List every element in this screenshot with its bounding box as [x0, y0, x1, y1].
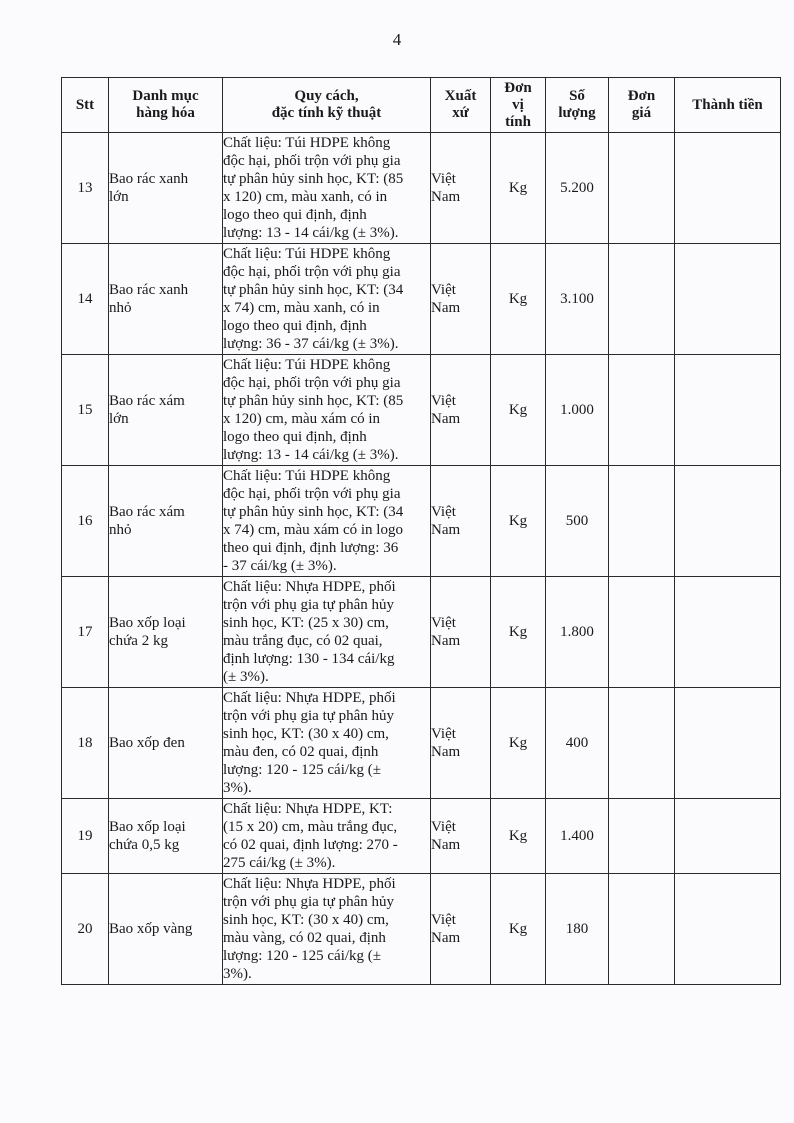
- header-origin: Xuất xứ: [431, 78, 491, 133]
- cell-qty: 180: [546, 874, 609, 985]
- table-header-row: [62, 78, 781, 133]
- header-spec: Quy cách, đặc tính kỹ thuật: [223, 78, 431, 133]
- cell-name: Bao rác xám nhỏ: [109, 466, 223, 577]
- header-price: Đơn giá: [609, 78, 675, 133]
- cell-origin: Việt Nam: [431, 874, 491, 985]
- cell-qty: 1.800: [546, 577, 609, 688]
- cell-price: [609, 244, 675, 355]
- cell-unit: Kg: [491, 466, 546, 577]
- table-row: [62, 244, 781, 355]
- header-stt: Stt: [62, 78, 109, 133]
- cell-price: [609, 799, 675, 874]
- cell-stt: 17: [62, 577, 109, 688]
- cell-price: [609, 133, 675, 244]
- goods-table: [61, 77, 781, 985]
- table-row: [62, 577, 781, 688]
- cell-origin: Việt Nam: [431, 244, 491, 355]
- cell-name: Bao rác xanh nhỏ: [109, 244, 223, 355]
- cell-stt: 18: [62, 688, 109, 799]
- cell-spec: Chất liệu: Túi HDPE không độc hại, phối trộn với phụ gia tự phân hủy sinh học, KT: (34 x 74) cm, màu xám có in logo theo qui định, định lượng: 36 - 37 cái/kg (± 3%).: [223, 466, 431, 577]
- cell-origin: Việt Nam: [431, 688, 491, 799]
- cell-stt: 19: [62, 799, 109, 874]
- table-row: [62, 133, 781, 244]
- cell-price: [609, 466, 675, 577]
- cell-spec: Chất liệu: Nhựa HDPE, phối trộn với phụ gia tự phân hủy sinh học, KT: (30 x 40) cm, màu đen, có 02 quai, định lượng: 120 - 125 cái/kg (± 3%).: [223, 688, 431, 799]
- cell-name: Bao xốp vàng: [109, 874, 223, 985]
- cell-qty: 1.400: [546, 799, 609, 874]
- page-number: 4: [392, 30, 402, 49]
- cell-total: [675, 133, 781, 244]
- cell-unit: Kg: [491, 133, 546, 244]
- cell-spec: Chất liệu: Túi HDPE không độc hại, phối trộn với phụ gia tự phân hủy sinh học, KT: (85 x 120) cm, màu xanh, có in logo theo qui định, định lượng: 13 - 14 cái/kg (± 3%).: [223, 133, 431, 244]
- cell-unit: Kg: [491, 577, 546, 688]
- header-qty: Số lượng: [546, 78, 609, 133]
- cell-price: [609, 577, 675, 688]
- cell-price: [609, 355, 675, 466]
- cell-name: Bao rác xanh lớn: [109, 133, 223, 244]
- cell-origin: Việt Nam: [431, 577, 491, 688]
- cell-total: [675, 466, 781, 577]
- cell-origin: Việt Nam: [431, 799, 491, 874]
- cell-price: [609, 874, 675, 985]
- cell-total: [675, 355, 781, 466]
- cell-spec: Chất liệu: Nhựa HDPE, KT: (15 x 20) cm, màu trắng đục, có 02 quai, định lượng: 270 - 275 cái/kg (± 3%).: [223, 799, 431, 874]
- cell-qty: 3.100: [546, 244, 609, 355]
- table-row: [62, 874, 781, 985]
- cell-origin: Việt Nam: [431, 355, 491, 466]
- header-total: Thành tiền: [675, 78, 781, 133]
- cell-name: Bao xốp đen: [109, 688, 223, 799]
- cell-spec: Chất liệu: Túi HDPE không độc hại, phối trộn với phụ gia tự phân hủy sinh học, KT: (85 x 120) cm, màu xám có in logo theo qui định, định lượng: 13 - 14 cái/kg (± 3%).: [223, 355, 431, 466]
- cell-origin: Việt Nam: [431, 133, 491, 244]
- cell-total: [675, 577, 781, 688]
- cell-stt: 14: [62, 244, 109, 355]
- cell-unit: Kg: [491, 799, 546, 874]
- cell-unit: Kg: [491, 244, 546, 355]
- cell-price: [609, 688, 675, 799]
- cell-unit: Kg: [491, 688, 546, 799]
- header-unit: Đơn vị tính: [491, 78, 546, 133]
- header-name: Danh mục hàng hóa: [109, 78, 223, 133]
- cell-origin: Việt Nam: [431, 466, 491, 577]
- cell-qty: 400: [546, 688, 609, 799]
- cell-spec: Chất liệu: Túi HDPE không độc hại, phối trộn với phụ gia tự phân hủy sinh học, KT: (34 x 74) cm, màu xanh, có in logo theo qui định, định lượng: 36 - 37 cái/kg (± 3%).: [223, 244, 431, 355]
- cell-stt: 15: [62, 355, 109, 466]
- cell-total: [675, 874, 781, 985]
- cell-spec: Chất liệu: Nhựa HDPE, phối trộn với phụ gia tự phân hủy sinh học, KT: (25 x 30) cm, màu trắng đục, có 02 quai, định lượng: 130 - 134 cái/kg (± 3%).: [223, 577, 431, 688]
- cell-total: [675, 799, 781, 874]
- cell-total: [675, 244, 781, 355]
- cell-spec: Chất liệu: Nhựa HDPE, phối trộn với phụ gia tự phân hủy sinh học, KT: (30 x 40) cm, màu vàng, có 02 quai, định lượng: 120 - 125 cái/kg (± 3%).: [223, 874, 431, 985]
- cell-stt: 16: [62, 466, 109, 577]
- cell-stt: 13: [62, 133, 109, 244]
- cell-name: Bao xốp loại chứa 2 kg: [109, 577, 223, 688]
- cell-qty: 5.200: [546, 133, 609, 244]
- cell-qty: 500: [546, 466, 609, 577]
- table-row: [62, 688, 781, 799]
- cell-total: [675, 688, 781, 799]
- cell-stt: 20: [62, 874, 109, 985]
- cell-name: Bao rác xám lớn: [109, 355, 223, 466]
- table-row: [62, 466, 781, 577]
- cell-qty: 1.000: [546, 355, 609, 466]
- table-row: [62, 355, 781, 466]
- table-row: [62, 799, 781, 874]
- cell-unit: Kg: [491, 355, 546, 466]
- cell-name: Bao xốp loại chứa 0,5 kg: [109, 799, 223, 874]
- cell-unit: Kg: [491, 874, 546, 985]
